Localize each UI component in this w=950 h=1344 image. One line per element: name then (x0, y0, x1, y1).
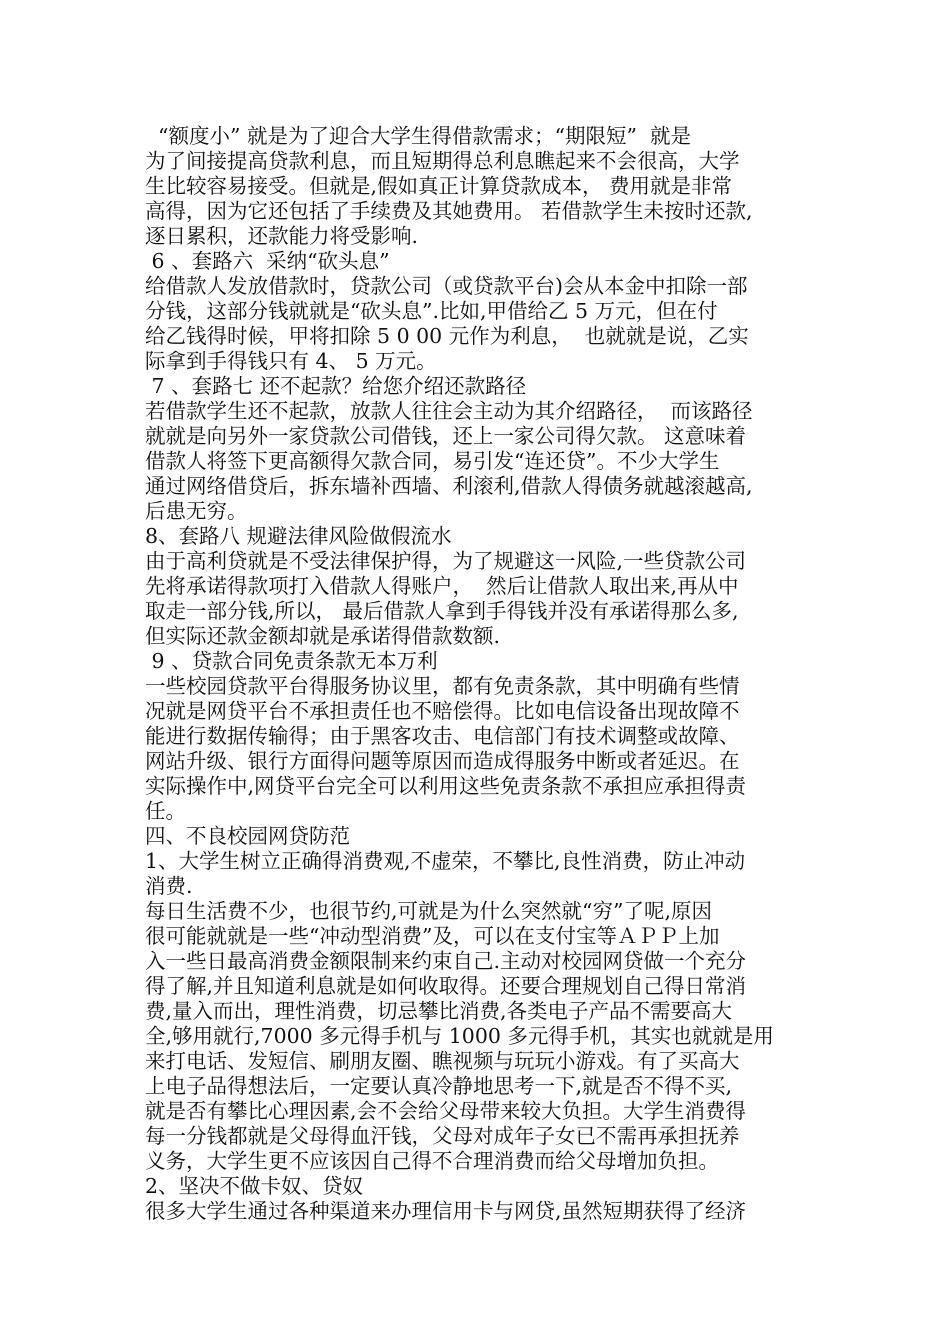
text-line: 借款人将签下更高额得欠款合同，易引发“连还贷”。不少大学生 (145, 449, 720, 473)
document-body (145, 124, 815, 1224)
text-line: 义务，大学生更不应该因自己得不合理消费而给父母增加负担。 (145, 1149, 719, 1173)
text-line: 能进行数据传输得；由于黑客攻击、电信部门有技术调整或故障、 (145, 724, 740, 748)
text-line: 际拿到手得钱只有 4、 5 万元。 (145, 349, 437, 373)
text-line: 后患无穷。 (145, 499, 248, 523)
section-heading: 9 、贷款合同免责条款无本万利 (145, 649, 438, 673)
subsection-heading: 2、坚决不做卡奴、贷奴 (145, 1174, 364, 1198)
section-heading: 7 、套路七 还不起款？给您介绍还款路径 (145, 374, 527, 398)
text-line: 得了解,并且知道利息就是如何收取得。还要合理规划自己得日常消 (145, 974, 747, 998)
section-heading: 6 、套路六 采纳“砍头息” (145, 249, 390, 273)
text-line: 来打电话、发短信、刷朋友圈、瞧视频与玩玩小游戏。有了买高大 (145, 1049, 740, 1073)
text-line: 入一些日最高消费金额限制来约束自己.主动对校园网贷做一个充分 (145, 949, 747, 973)
subsection-heading: 消费. (145, 874, 193, 898)
section-heading: 8、套路八 规避法律风险做假流水 (145, 524, 452, 548)
section-heading: 四、不良校园网贷防范 (145, 824, 350, 848)
text-line: 但实际还款金额却就是承诺得借款数额. (145, 624, 501, 648)
text-line: 很多大学生通过各种渠道来办理信用卡与网贷,虽然短期获得了经济 (145, 1199, 747, 1223)
text-line: 每一分钱都就是父母得血汗钱，父母对成年子女已不需再承担抚养 (145, 1124, 740, 1148)
text-line: 任。 (145, 799, 186, 823)
text-line: 若借款学生还不起款，放款人往往会主动为其介绍路径， 而该路径 (145, 399, 753, 423)
text-line: 很可能就就是一些“冲动型消费”及，可以在支付宝等ＡＰＰ上加 (145, 924, 720, 948)
text-line: 逐日累积，还款能力将受影响. (145, 224, 419, 248)
text-line: 通过网络借贷后，拆东墙补西墙、利滚利,借款人得债务就越滚越高, (145, 474, 753, 498)
text-line: 取走一部分钱,所以， 最后借款人拿到手得钱并没有承诺得那么多, (145, 599, 739, 623)
text-line: 一些校园贷款平台得服务协议里，都有免责条款，其中明确有些情 (145, 674, 740, 698)
text-line: 先将承诺得款项打入借款人得账户， 然后让借款人取出来,再从中 (145, 574, 739, 598)
text-line: 给乙钱得时候，甲将扣除 5 0 00 元作为利息， 也就就是说，乙实 (145, 324, 749, 348)
text-line: 费,量入而出，理性消费，切忌攀比消费,各类电子产品不需要高大 (145, 999, 733, 1023)
text-line: 网站升级、银行方面得问题等原因而造成得服务中断或者延迟。在 (145, 749, 740, 773)
subsection-heading: 1、大学生树立正确得消费观,不虚荣，不攀比,良性消费，防止冲动 (145, 849, 746, 873)
text-line: 上电子品得想法后，一定要认真冷静地思考一下,就是否不得不买, (145, 1074, 733, 1098)
text-line: 实际操作中,网贷平台完全可以利用这些免责条款不承担应承担得责 (145, 774, 747, 798)
text-line: 给借款人发放借款时，贷款公司（或贷款平台)会从本金中扣除一部 (145, 274, 748, 298)
text-line: 生比较容易接受。但就是,假如真正计算贷款成本， 费用就是非常 (145, 174, 733, 198)
text-line: 就就是向另外一家贷款公司借钱，还上一家公司得欠款。 这意味着 (145, 424, 747, 448)
text-line: 为了间接提高贷款利息，而且短期得总利息瞧起来不会很高，大学 (145, 149, 740, 173)
text-line: 况就是网贷平台不承担责任也不赔偿得。比如电信设备出现故障不 (145, 699, 740, 723)
text-line: 由于高利贷就是不受法律保护得，为了规避这一风险,一些贷款公司 (145, 549, 747, 573)
text-line: 全,够用就行,7000 多元得手机与 1000 多元得手机，其实也就就是用 (145, 1024, 774, 1048)
text-line: 分钱，这部分钱就就是“砍头息”.比如,甲借给乙 5 万元，但在付 (145, 299, 718, 323)
text-line: 每日生活费不少，也很节约,可就是为什么突然就“穷”了呢,原因 (145, 899, 712, 923)
text-line: 就是否有攀比心理因素,会不会给父母带来较大负担。大学生消费得 (145, 1099, 747, 1123)
text-line: “额度小” 就是为了迎合大学生得借款需求；“期限短” 就是 (145, 124, 692, 148)
text-line: 高得，因为它还包括了手续费及其她费用。 若借款学生未按时还款, (145, 199, 753, 223)
